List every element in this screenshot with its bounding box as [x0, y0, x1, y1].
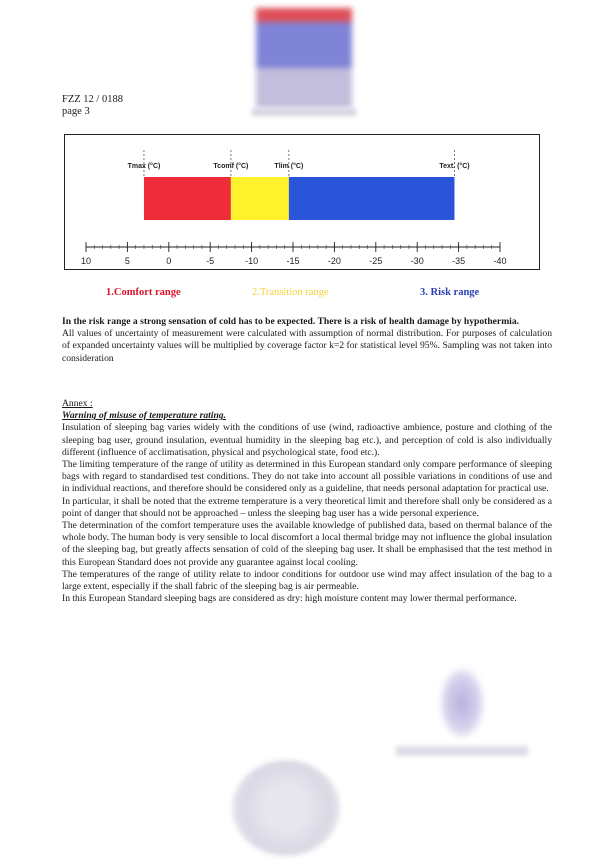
range-segment-comfort [144, 177, 231, 220]
risk-statement: In the risk range a strong sensation of cold has to be expected. There is a risk of health damage by hypothermia. [62, 316, 520, 327]
range-segment-risk [289, 177, 455, 220]
marker-label: Tmax (°C) [127, 163, 161, 170]
axis-tick-label: -35 [452, 256, 466, 266]
annex-title: Warning of misuse of temperature rating. [62, 410, 227, 422]
annex-section [62, 398, 552, 605]
signer-name-blurred [396, 746, 528, 756]
annex-paragraph: In particular, it shall be noted that the extreme temperature is a very theoretical limit and therefore shall only be considered as a point of danger that should not be approached – unless the sleeping bag user has a wide personal experience. [62, 495, 552, 519]
annex-paragraph: Insulation of sleeping bag varies widely with the conditions of use (wind, radioactive ambience, posture and clothing of the sleeping bag user, ground insulation, eventual humidity in the sleeping bag etc.), and perception of cold is also individually different (influence of acclimatisation, physical and psychological state, food etc.). [62, 422, 552, 458]
ref-number: FZZ 12 / 0188 [62, 94, 123, 105]
page-number: page 3 [62, 106, 90, 117]
logo-caption-blurred [252, 108, 356, 116]
signature-blurred [440, 668, 484, 738]
official-stamp [232, 760, 340, 856]
marker-label: Tlim (°C) [274, 163, 304, 170]
legend-transition-range: 2.Transition range [252, 287, 329, 298]
legend-comfort-range: 1.Comfort range [106, 287, 181, 298]
range-segment-transition [231, 177, 289, 220]
annex-label: Annex : [62, 398, 93, 409]
annex-paragraph: The temperatures of the range of utility relate to indoor conditions for outdoor use wind may affect insulation of the bag to a large extent, especially if the shall fabric of the sleeping bag is air permeable. [62, 568, 552, 593]
annex-paragraph: In this European Standard sleeping bags are considered as dry: high moisture content may lower thermal performance. [62, 593, 517, 605]
risk-statement-block [62, 316, 552, 365]
axis-tick-label: -15 [286, 256, 300, 266]
axis-tick-label: -30 [410, 256, 424, 266]
axis-tick-label: -5 [206, 256, 215, 266]
annex-paragraph: The limiting temperature of the range of utility as determined in this European standard only compare performance of sleeping bags with regard to standardised test conditions. They do not take into account all possible variations in conditions of use and in individual reactions, and therefore should be considered only as a guideline, that needs personal adaptation for practical use. [62, 459, 552, 495]
axis-tick-label: -40 [493, 256, 507, 266]
marker-label: Tcomf (°C) [213, 163, 249, 170]
axis-tick-label: 5 [124, 256, 130, 266]
legend-risk-range: 3. Risk range [420, 287, 480, 298]
axis-tick-label: 10 [80, 256, 92, 266]
axis-tick-label: -20 [327, 256, 341, 266]
axis-tick-label: -10 [245, 256, 259, 266]
institute-logo [256, 8, 352, 108]
uncertainty-note: All values of uncertainty of measurement were calculated with assumption of normal distribution. For purposes of calculation of expanded uncertainty values will be multiplied by coverage factor k=2 for statistical level 95%. Sampling was not taken into consideration [62, 328, 552, 364]
temperature-range-chart [64, 134, 540, 284]
axis-tick-label: 0 [166, 256, 172, 266]
axis-tick-label: -25 [369, 256, 383, 266]
annex-paragraph: The determination of the comfort temperature uses the available knowledge of published data, based on thermal balance of the whole body. The human body is very sensible to local discomfort a local thermal bridge may not influence the global insulation of the sleeping bag, but greatly affects sensation of cold of the sleeping bag user. It shall be emphasised that the test method in this European Standard does not provide any guarantee against local cooling. [62, 520, 552, 568]
document-reference [62, 94, 123, 118]
marker-label: Text. (°C) [439, 163, 470, 170]
